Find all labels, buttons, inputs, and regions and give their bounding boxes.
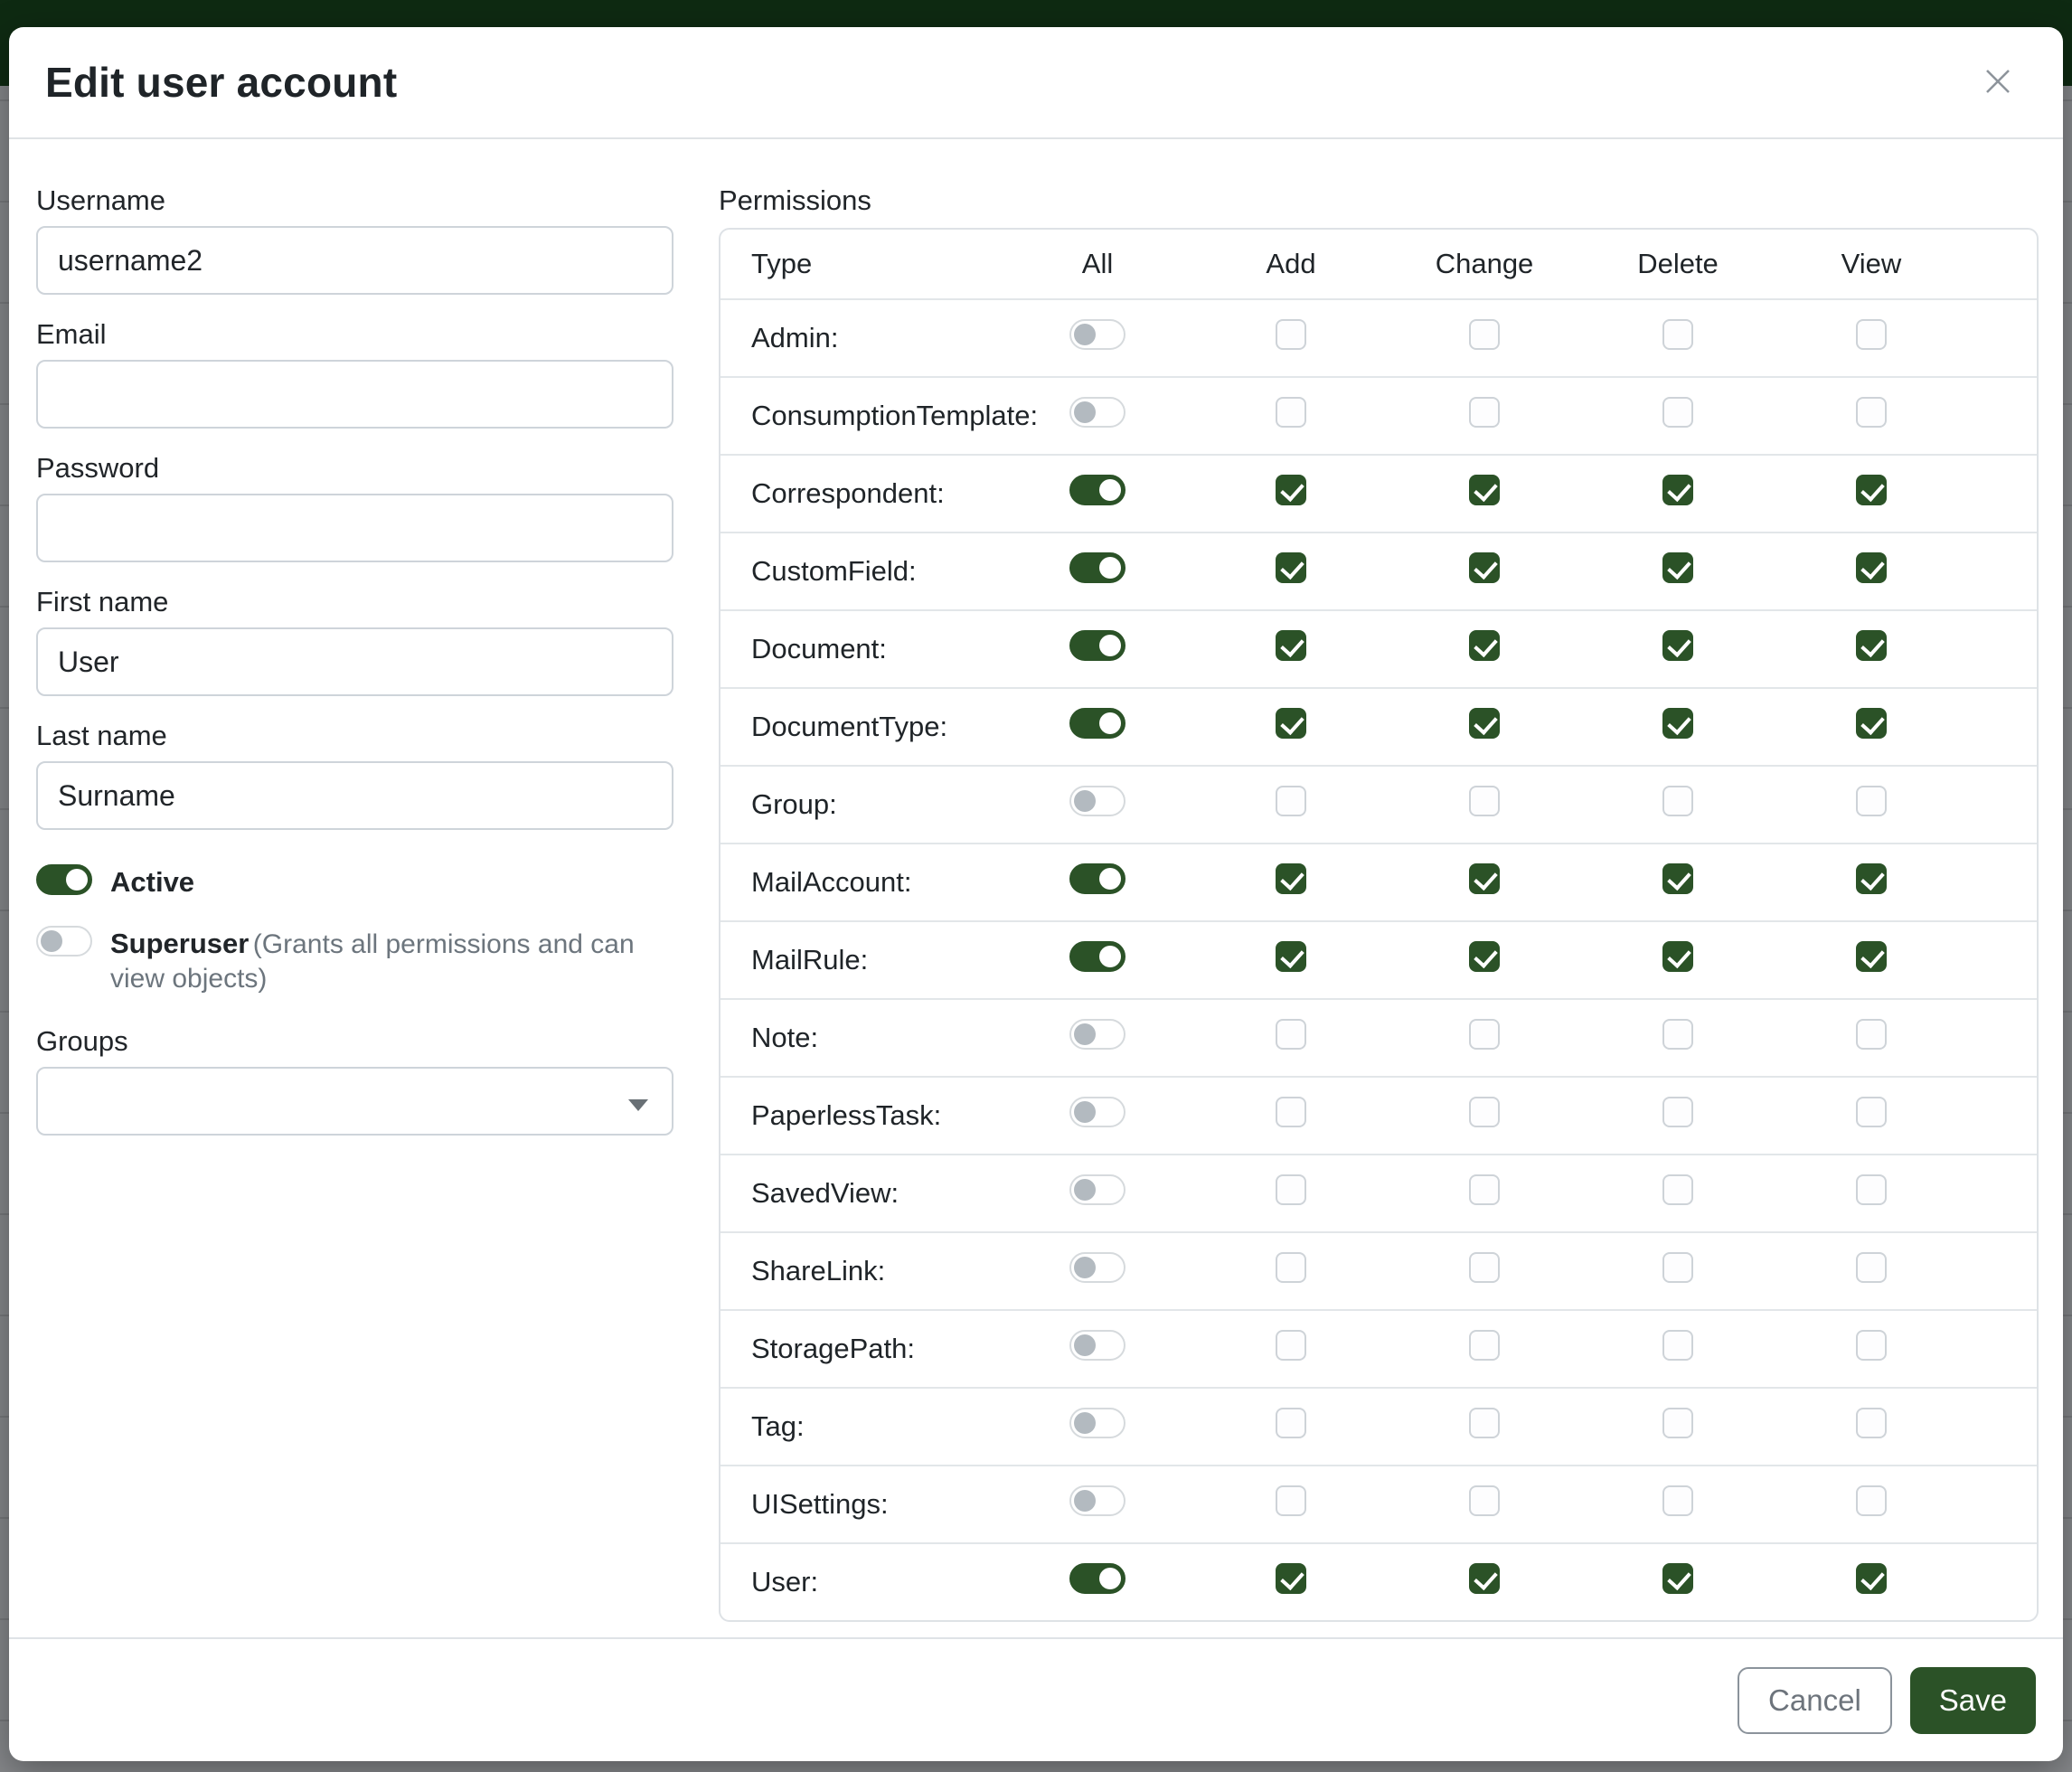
add-checkbox-admin[interactable] <box>1276 319 1306 350</box>
edit-user-modal <box>9 27 2063 1761</box>
groups-label: Groups <box>36 1025 128 1057</box>
superuser-toggle-note: (Grants all permissions and can view objects) <box>110 929 635 994</box>
change-checkbox-documenttype[interactable] <box>1469 708 1500 739</box>
change-checkbox-mailrule[interactable] <box>1469 941 1500 972</box>
view-checkbox-group[interactable] <box>1856 786 1887 816</box>
delete-checkbox-group[interactable] <box>1662 786 1693 816</box>
form-fields <box>36 184 673 830</box>
permission-type-label: ConsumptionTemplate: <box>720 376 1001 454</box>
all-toggle-documenttype[interactable] <box>1069 708 1125 739</box>
permission-row-mailaccount <box>720 843 2037 920</box>
all-toggle-customfield[interactable] <box>1069 552 1125 583</box>
permission-type-label: PaperlessTask: <box>720 1076 1001 1154</box>
permission-row-sharelink <box>720 1231 2037 1309</box>
view-checkbox-tag[interactable] <box>1856 1408 1887 1438</box>
permission-type-label: StoragePath: <box>720 1309 1001 1387</box>
permission-row-uisettings <box>720 1465 2037 1542</box>
form-field <box>36 720 673 830</box>
delete-checkbox-user[interactable] <box>1662 1563 1693 1594</box>
username-label: Username <box>36 184 165 216</box>
permission-type-label: Correspondent: <box>720 454 1001 532</box>
permission-type-label: UISettings: <box>720 1465 1001 1542</box>
all-toggle-tag[interactable] <box>1069 1408 1125 1438</box>
permission-row-user <box>720 1542 2037 1620</box>
delete-checkbox-documenttype[interactable] <box>1662 708 1693 739</box>
change-checkbox-group[interactable] <box>1469 786 1500 816</box>
delete-checkbox-sharelink[interactable] <box>1662 1252 1693 1283</box>
delete-checkbox-customfield[interactable] <box>1662 552 1693 583</box>
view-checkbox-savedview[interactable] <box>1856 1174 1887 1205</box>
add-checkbox-documenttype[interactable] <box>1276 708 1306 739</box>
change-checkbox-admin[interactable] <box>1469 319 1500 350</box>
column-header-change: Change <box>1435 248 1534 279</box>
username-input[interactable] <box>36 226 673 295</box>
delete-checkbox-correspondent[interactable] <box>1662 475 1693 505</box>
permission-type-label: Admin: <box>720 298 1001 376</box>
column-header-delete: Delete <box>1637 248 1719 279</box>
all-toggle-paperlesstask[interactable] <box>1069 1097 1125 1127</box>
permission-type-label: CustomField: <box>720 532 1001 609</box>
view-checkbox-admin[interactable] <box>1856 319 1887 350</box>
form-toggles <box>36 862 673 994</box>
permission-type-label: SavedView: <box>720 1154 1001 1231</box>
column-header-type: Type <box>751 248 813 279</box>
change-checkbox-uisettings[interactable] <box>1469 1485 1500 1516</box>
permission-row-paperlesstask <box>720 1076 2037 1154</box>
modal-footer <box>9 1637 2063 1761</box>
all-toggle-storagepath[interactable] <box>1069 1330 1125 1361</box>
view-checkbox-sharelink[interactable] <box>1856 1252 1887 1283</box>
form-field <box>36 586 673 696</box>
permission-type-label: MailRule: <box>720 920 1001 998</box>
email-input[interactable] <box>36 360 673 429</box>
view-checkbox-document[interactable] <box>1856 630 1887 661</box>
view-checkbox-mailrule[interactable] <box>1856 941 1887 972</box>
add-checkbox-group[interactable] <box>1276 786 1306 816</box>
view-checkbox-note[interactable] <box>1856 1019 1887 1050</box>
toggle-row <box>36 862 673 902</box>
permissions-body <box>720 298 2037 1620</box>
modal-body <box>9 141 2063 1637</box>
permission-row-correspondent <box>720 454 2037 532</box>
view-checkbox-user[interactable] <box>1856 1563 1887 1594</box>
add-checkbox-paperlesstask[interactable] <box>1276 1097 1306 1127</box>
permission-type-label: Note: <box>720 998 1001 1076</box>
permission-row-note <box>720 998 2037 1076</box>
add-checkbox-note[interactable] <box>1276 1019 1306 1050</box>
change-checkbox-paperlesstask[interactable] <box>1469 1097 1500 1127</box>
all-toggle-mailaccount[interactable] <box>1069 863 1125 894</box>
add-checkbox-document[interactable] <box>1276 630 1306 661</box>
add-checkbox-customfield[interactable] <box>1276 552 1306 583</box>
change-checkbox-consumptiontemplate[interactable] <box>1469 397 1500 428</box>
delete-checkbox-paperlesstask[interactable] <box>1662 1097 1693 1127</box>
last-name-label: Last name <box>36 720 167 751</box>
column-header-add: Add <box>1266 248 1316 279</box>
all-toggle-admin[interactable] <box>1069 319 1125 350</box>
modal-header <box>9 27 2063 139</box>
permissions-table <box>719 228 2039 1622</box>
save-button[interactable]: Save <box>1910 1667 2036 1734</box>
form-field <box>36 318 673 429</box>
first-name-input[interactable] <box>36 627 673 696</box>
permission-row-mailrule <box>720 920 2037 998</box>
permission-row-document <box>720 609 2037 687</box>
delete-checkbox-admin[interactable] <box>1662 319 1693 350</box>
all-toggle-consumptiontemplate[interactable] <box>1069 397 1125 428</box>
permissions-header-row <box>720 230 2037 298</box>
view-checkbox-storagepath[interactable] <box>1856 1330 1887 1361</box>
first-name-label: First name <box>36 586 169 617</box>
form-field <box>36 452 673 562</box>
delete-checkbox-note[interactable] <box>1662 1019 1693 1050</box>
groups-select[interactable] <box>36 1067 673 1136</box>
permission-row-documenttype <box>720 687 2037 765</box>
change-checkbox-tag[interactable] <box>1469 1408 1500 1438</box>
permissions-panel <box>719 184 2039 1622</box>
superuser-toggle-label: Superuser <box>110 928 250 959</box>
permission-type-label: Document: <box>720 609 1001 687</box>
permission-type-label: Group: <box>720 765 1001 843</box>
view-checkbox-paperlesstask[interactable] <box>1856 1097 1887 1127</box>
all-toggle-savedview[interactable] <box>1069 1174 1125 1205</box>
view-checkbox-customfield[interactable] <box>1856 552 1887 583</box>
change-checkbox-savedview[interactable] <box>1469 1174 1500 1205</box>
all-toggle-user[interactable] <box>1069 1563 1125 1594</box>
permission-row-customfield <box>720 532 2037 609</box>
add-checkbox-uisettings[interactable] <box>1276 1485 1306 1516</box>
permission-type-label: User: <box>720 1542 1001 1620</box>
chevron-down-icon <box>628 1099 648 1111</box>
delete-checkbox-consumptiontemplate[interactable] <box>1662 397 1693 428</box>
permission-type-label: Tag: <box>720 1387 1001 1465</box>
active-toggle[interactable] <box>36 864 92 895</box>
all-toggle-note[interactable] <box>1069 1019 1125 1050</box>
close-icon <box>1980 63 2016 102</box>
permission-row-group <box>720 765 2037 843</box>
view-checkbox-uisettings[interactable] <box>1856 1485 1887 1516</box>
change-checkbox-storagepath[interactable] <box>1469 1330 1500 1361</box>
email-label: Email <box>36 318 107 350</box>
superuser-toggle[interactable] <box>36 926 92 957</box>
permission-row-consumptiontemplate <box>720 376 2037 454</box>
permission-type-label: MailAccount: <box>720 843 1001 920</box>
view-checkbox-mailaccount[interactable] <box>1856 863 1887 894</box>
toggle-row <box>36 924 673 994</box>
permission-row-storagepath <box>720 1309 2037 1387</box>
permissions-label: Permissions <box>719 184 871 216</box>
add-checkbox-tag[interactable] <box>1276 1408 1306 1438</box>
change-checkbox-mailaccount[interactable] <box>1469 863 1500 894</box>
delete-checkbox-savedview[interactable] <box>1662 1174 1693 1205</box>
add-checkbox-sharelink[interactable] <box>1276 1252 1306 1283</box>
view-checkbox-consumptiontemplate[interactable] <box>1856 397 1887 428</box>
add-checkbox-storagepath[interactable] <box>1276 1330 1306 1361</box>
column-header-view: View <box>1841 248 1902 279</box>
view-checkbox-documenttype[interactable] <box>1856 708 1887 739</box>
add-checkbox-mailrule[interactable] <box>1276 941 1306 972</box>
change-checkbox-customfield[interactable] <box>1469 552 1500 583</box>
user-form <box>36 184 673 1159</box>
cancel-button[interactable]: Cancel <box>1738 1667 1892 1734</box>
view-checkbox-correspondent[interactable] <box>1856 475 1887 505</box>
permission-type-label: ShareLink: <box>720 1231 1001 1309</box>
form-field <box>36 184 673 295</box>
delete-checkbox-tag[interactable] <box>1662 1408 1693 1438</box>
permission-type-label: DocumentType: <box>720 687 1001 765</box>
column-header-all: All <box>1081 248 1114 279</box>
active-toggle-label: Active <box>110 866 195 898</box>
add-checkbox-savedview[interactable] <box>1276 1174 1306 1205</box>
all-toggle-correspondent[interactable] <box>1069 475 1125 505</box>
permission-row-savedview <box>720 1154 2037 1231</box>
password-input[interactable] <box>36 494 673 562</box>
modal-title: Edit user account <box>45 59 398 106</box>
all-toggle-uisettings[interactable] <box>1069 1485 1125 1516</box>
change-checkbox-note[interactable] <box>1469 1019 1500 1050</box>
change-checkbox-user[interactable] <box>1469 1563 1500 1594</box>
all-toggle-document[interactable] <box>1069 630 1125 661</box>
delete-checkbox-mailaccount[interactable] <box>1662 863 1693 894</box>
delete-checkbox-mailrule[interactable] <box>1662 941 1693 972</box>
password-label: Password <box>36 452 160 484</box>
all-toggle-sharelink[interactable] <box>1069 1252 1125 1283</box>
last-name-input[interactable] <box>36 761 673 830</box>
change-checkbox-document[interactable] <box>1469 630 1500 661</box>
add-checkbox-consumptiontemplate[interactable] <box>1276 397 1306 428</box>
all-toggle-mailrule[interactable] <box>1069 941 1125 972</box>
delete-checkbox-document[interactable] <box>1662 630 1693 661</box>
permission-row-admin <box>720 298 2037 376</box>
groups-group <box>36 1025 673 1136</box>
delete-checkbox-uisettings[interactable] <box>1662 1485 1693 1516</box>
add-checkbox-user[interactable] <box>1276 1563 1306 1594</box>
add-checkbox-correspondent[interactable] <box>1276 475 1306 505</box>
close-button[interactable] <box>1973 57 2023 108</box>
delete-checkbox-storagepath[interactable] <box>1662 1330 1693 1361</box>
all-toggle-group[interactable] <box>1069 786 1125 816</box>
permission-row-tag <box>720 1387 2037 1465</box>
change-checkbox-sharelink[interactable] <box>1469 1252 1500 1283</box>
change-checkbox-correspondent[interactable] <box>1469 475 1500 505</box>
add-checkbox-mailaccount[interactable] <box>1276 863 1306 894</box>
